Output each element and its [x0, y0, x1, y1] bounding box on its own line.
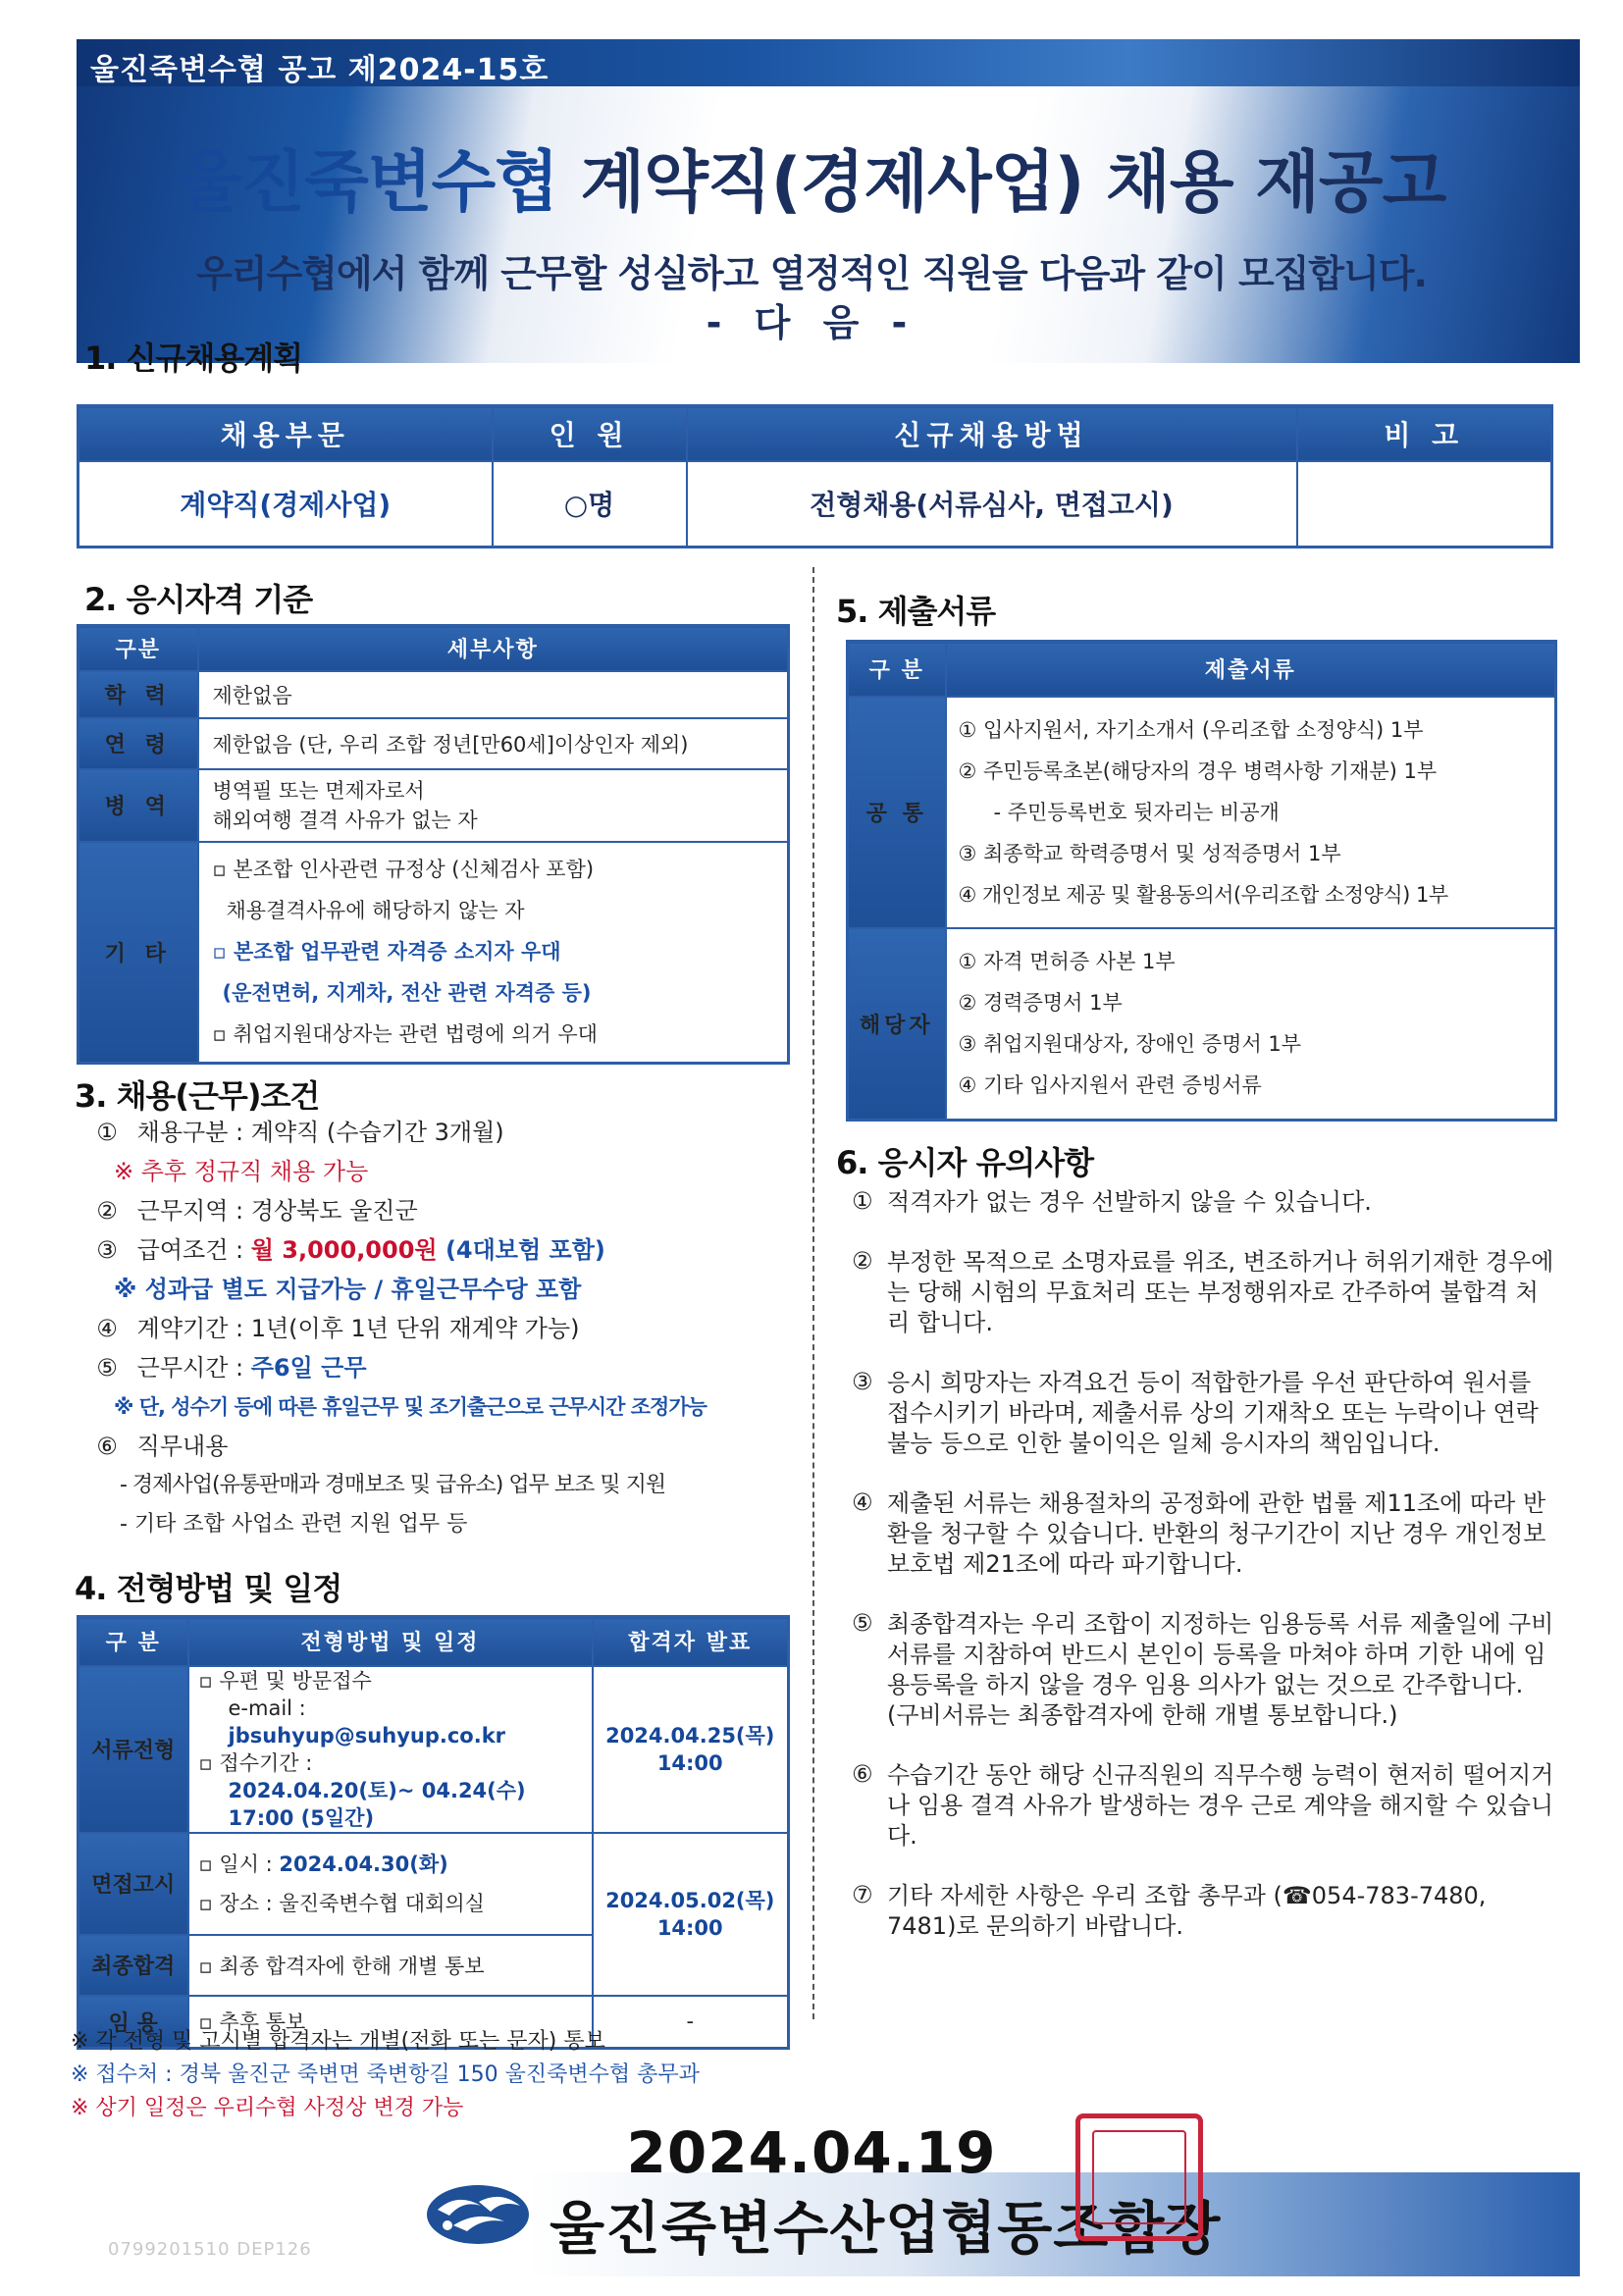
sched-result: - [593, 1996, 789, 2049]
doc-item: ② 경력증명서 1부 [958, 991, 1123, 1016]
qual-line: ▫ 본조합 인사관련 규정상 (신체검사 포함) [212, 858, 595, 882]
precaution-item: ⑥ 수습기간 동안 해당 신규직원의 직무수행 능력이 현저히 떨어지거나 임용 결격 사유가 발생하는 경우 근로 계약을 해지할 수 있습니다. [852, 1760, 1554, 1850]
condition-note: ※ 성과급 별도 지급가능 / 휴일근무수당 포함 [114, 1276, 582, 1303]
qual-label: 연 령 [79, 718, 198, 769]
issue-date: 2024.04.19 [626, 2119, 997, 2186]
organization-name: 울진죽변수산업협동조합장 [550, 2195, 1222, 2262]
qual-line-preferred: (운전면허, 지게차, 전산 관련 자격증 등) [222, 981, 592, 1006]
sched-label: 서류전형 [79, 1666, 188, 1833]
title-org: 울진죽변수협 [177, 144, 558, 222]
section-heading-documents: 5. 제출서류 [836, 593, 996, 630]
plan-count: ○명 [493, 461, 687, 548]
sched-header-row [79, 1617, 789, 1666]
precautions-list [852, 1187, 1560, 1971]
qual-line: ▫ 취업지원대상자는 관련 법령에 의거 우대 [212, 1022, 598, 1047]
da-eum-heading: - 다 음 - [706, 301, 917, 344]
document-code: 0799201510 DEP126 [108, 2239, 312, 2260]
schedule-notes [71, 2025, 700, 2125]
suhyup-logo-icon [424, 2180, 532, 2249]
condition-note: ※ 단, 성수기 등에 따른 휴일근무 및 조기출근으로 근무시간 조정가능 [114, 1395, 707, 1419]
qual-value [198, 769, 789, 842]
qual-value: 제한없음 (단, 우리 조합 정년[만60세]이상인자 제외) [198, 718, 789, 769]
conditions-list [84, 1113, 811, 1544]
qual-label: 학 력 [79, 671, 198, 718]
plan-row [79, 461, 1552, 548]
docs-label: 해당자 [848, 928, 946, 1121]
column-divider [812, 567, 814, 2019]
email-address: jbsuhyup@suhyup.co.kr [228, 1723, 506, 1748]
precaution-item: ⑤ 최종합격자는 우리 조합이 지정하는 임용등록 서류 제출일에 구비서류를 지참하여 반드시 본인이 등록을 마쳐야 하며 기한 내에 임용등록을 하지 않을 경우 임용 의사가 없는 것으로 간주합니다. (구비서류는 최종합격자에 한해 개별 통보합니다.) [852, 1609, 1554, 1729]
qual-row-military [79, 769, 789, 842]
page-subtitle: 우리수협에서 함께 근무할 성실하고 열정적인 직원을 다음과 같이 모집합니다. [196, 252, 1427, 295]
section-heading-precautions: 6. 응시자 유의사항 [836, 1144, 1094, 1181]
sched-result: 2024.05.02(목) 14:00 [593, 1833, 789, 1996]
qual-header-row [79, 626, 789, 671]
qual-line-preferred: ▫ 본조합 업무관련 자격증 소지자 우대 [212, 940, 561, 965]
qual-label: 병 역 [79, 769, 198, 842]
docs-list [946, 928, 1556, 1121]
schedule-table [77, 1615, 790, 2050]
docs-header-type: 구 분 [848, 642, 946, 697]
precaution-item: ① 적격자가 없는 경우 선발하지 않을 수 있습니다. [852, 1187, 1372, 1216]
doc-item: ① 입사지원서, 자기소개서 (우리조합 소정양식) 1부 [958, 717, 1424, 742]
section-heading-conditions: 3. 채용(근무)조건 [75, 1077, 320, 1115]
sched-detail: ▫ 추후 통보 [188, 1996, 593, 2049]
qual-value: 제한없음 [198, 671, 789, 718]
condition-item: ① 채용구분 : 계약직 (수습기간 3개월) [96, 1119, 504, 1146]
condition-item: ⑤ 근무시간 : 주6일 근무 [96, 1354, 367, 1382]
qual-line: 병역필 또는 면제자로서 [212, 778, 425, 803]
condition-item: ⑥ 직무내용 [96, 1433, 229, 1460]
doc-item: ① 자격 면허증 사본 1부 [958, 950, 1176, 974]
doc-item: - 주민등록번호 뒷자리는 비공개 [993, 800, 1280, 824]
sched-row-interview [79, 1833, 789, 1935]
precaution-item: ⑦ 기타 자세한 사항은 우리 조합 총무과 (☎054-783-7480, 7481)로 문의하기 바랍니다. [852, 1881, 1487, 1940]
qual-row-etc [79, 842, 789, 1064]
doc-item: ② 주민등록초본(해당자의 경우 병력사항 기재분) 1부 [958, 758, 1438, 783]
section-heading-qualification: 2. 응시자격 기준 [84, 581, 313, 618]
docs-list [946, 697, 1556, 928]
sched-header-method: 전형방법 및 일정 [188, 1617, 593, 1666]
plan-header-row [79, 406, 1552, 461]
precaution-item: ④ 제출된 서류는 채용절차의 공정화에 관한 법률 제11조에 따라 반환을 청구할 수 있습니다. 반환의 청구기간이 지난 경우 개인정보보호법 제21조에 따라 파기합니다. [852, 1488, 1546, 1578]
docs-row-common [848, 697, 1556, 928]
condition-note: ※ 추후 정규직 채용 가능 [114, 1158, 369, 1185]
qual-row-education [79, 671, 789, 718]
title-rest: 계약직(경제사업) 채용 재공고 [557, 144, 1446, 222]
plan-header-method: 신규채용방법 [687, 406, 1297, 461]
doc-item: ③ 취업지원대상자, 장애인 증명서 1부 [958, 1032, 1302, 1057]
section-heading-plan: 1. 신규채용계획 [84, 339, 303, 377]
docs-label: 공 통 [848, 697, 946, 928]
doc-item: ④ 기타 입사지원서 관련 증빙서류 [958, 1073, 1262, 1098]
plan-table [77, 404, 1553, 548]
precaution-item: ② 부정한 목적으로 소명자료를 위조, 변조하거나 허위기재한 경우에는 당해 시험의 무효처리 또는 부정행위자로 간주하여 불합격 처리 합니다. [852, 1247, 1554, 1336]
plan-note [1297, 461, 1552, 548]
notice-number: 울진죽변수협 공고 제2024-15호 [90, 53, 550, 87]
condition-subitem: - 경제사업(유통판매과 경매보조 및 급유소) 업무 보조 및 지원 [120, 1473, 666, 1497]
official-seal-icon [1075, 2113, 1203, 2241]
qual-line: 채용결격사유에 해당하지 않는 자 [226, 899, 525, 923]
qual-line: 해외여행 결격 사유가 없는 자 [212, 808, 478, 832]
page-title [0, 130, 1623, 225]
sched-label: 임 용 [79, 1996, 188, 2049]
doc-item: ③ 최종학교 학력증명서 및 성적증명서 1부 [958, 841, 1341, 865]
condition-item: ② 근무지역 : 경상북도 울진군 [96, 1197, 418, 1225]
sched-header-result: 합격자 발표 [593, 1617, 789, 1666]
plan-header-count: 인 원 [493, 406, 687, 461]
sched-detail: ▫ 일시 : 2024.04.30(화) ▫ 장소 : 울진죽변수협 대회의실 [188, 1833, 593, 1935]
plan-method: 전형채용(서류심사, 면접고시) [687, 461, 1297, 548]
sched-detail: ▫ 최종 합격자에 한해 개별 통보 [188, 1935, 593, 1996]
note-line: ※ 각 전형 및 고시별 합격자는 개별(전화 또는 문자) 통보 [71, 2029, 605, 2054]
sched-row-documents [79, 1666, 789, 1833]
condition-subitem: - 기타 조합 사업소 관련 지원 업무 등 [120, 1512, 468, 1537]
note-line-change: ※ 상기 일정은 우리수협 사정상 변경 가능 [71, 2096, 464, 2120]
qual-label: 기 타 [79, 842, 198, 1064]
sched-label: 최종합격 [79, 1935, 188, 1996]
sched-label: 면접고시 [79, 1833, 188, 1935]
note-line-address: ※ 접수처 : 경북 울진군 죽변면 죽변항길 150 울진죽변수협 총무과 [71, 2062, 700, 2087]
plan-header-dept: 채용부문 [79, 406, 493, 461]
condition-item: ④ 계약기간 : 1년(이후 1년 단위 재계약 가능) [96, 1315, 580, 1342]
sched-result: 2024.04.25(목) 14:00 [593, 1666, 789, 1833]
qualification-table [77, 624, 790, 1065]
salary-value: 월 3,000,000원 [250, 1236, 445, 1264]
docs-row-applicable [848, 928, 1556, 1121]
documents-table [846, 640, 1557, 1122]
precaution-item: ③ 응시 희망자는 자격요건 등이 적합한가를 우선 판단하여 원서를 접수시키기 바라며, 제출서류 상의 기재착오 또는 누락이나 연락불능 등으로 인한 불이익은 일체 응시자의 책임입니다. [852, 1368, 1539, 1457]
condition-item: ③ 급여조건 : 월 3,000,000원 (4대보험 포함) [96, 1236, 605, 1264]
qual-header-detail: 세부사항 [198, 626, 789, 671]
plan-dept: 계약직(경제사업) [79, 461, 493, 548]
qual-row-age [79, 718, 789, 769]
docs-header-row [848, 642, 1556, 697]
doc-item: ④ 개인정보 제공 및 활용동의서(우리조합 소정양식) 1부 [958, 882, 1448, 907]
plan-header-note: 비 고 [1297, 406, 1552, 461]
qual-header-type: 구분 [79, 626, 198, 671]
sched-header-type: 구 분 [79, 1617, 188, 1666]
qual-value [198, 842, 789, 1064]
docs-header-docs: 제출서류 [946, 642, 1556, 697]
section-heading-schedule: 4. 전형방법 및 일정 [75, 1570, 342, 1607]
sched-detail: ▫ 우편 및 방문접수 e-mail : jbsuhyup@suhyup.co.kr ▫ 접수기간 : 2024.04.20(토)~ 04.24(수) 17:00 (5일간) [188, 1666, 593, 1833]
